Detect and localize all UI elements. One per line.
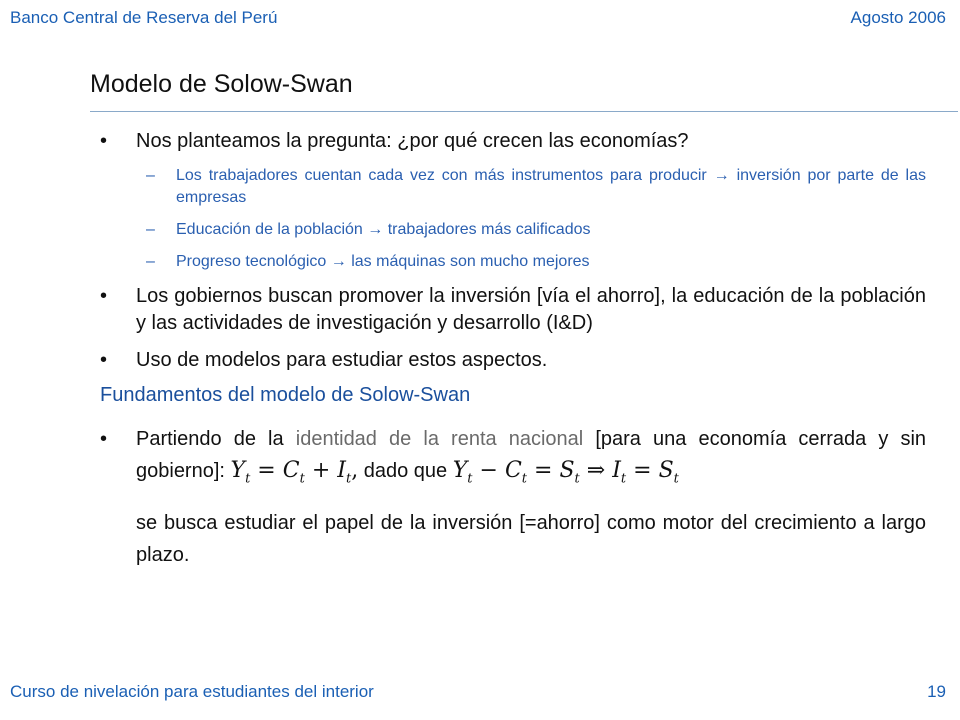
equation-savings-investment: $Y_t - C_t = S_t$ ⇒ $I_t = S_t$: [452, 458, 679, 487]
footer-course: Curso de nivelación para estudiantes del interior: [10, 682, 374, 701]
sub-text: Educación de la población: [176, 221, 363, 238]
arrow-right-icon: →: [330, 253, 347, 270]
bullet-text: Uso de modelos para estudiar estos aspectos.: [136, 349, 548, 371]
section-heading: Fundamentos del modelo de Solow-Swan: [100, 384, 471, 406]
sub-bullet-technology: [100, 251, 926, 273]
sub-text: Progreso tecnológico: [176, 253, 327, 270]
equation-income-identity: $Y_t = C_t + I_t$,: [230, 458, 359, 487]
bullet-text: Partiendo de la: [136, 428, 284, 450]
arrow-right-icon: →: [367, 221, 384, 238]
sub-bullet-instruments: [100, 165, 926, 209]
dash-icon: –: [146, 253, 155, 270]
bullet-icon: •: [100, 349, 108, 371]
sub-text: trabajadores más calificados: [387, 221, 591, 238]
title-underline: [90, 111, 958, 112]
continuation-text: se busca estudiar el papel de la inversión [=ahorro] como motor del crecimiento a largo plazo.: [136, 512, 926, 567]
bullet-governments: [100, 283, 926, 337]
arrow-right-icon: →: [713, 167, 730, 184]
header-date: Agosto 2006: [850, 8, 946, 27]
dash-icon: –: [146, 167, 155, 184]
bullet-icon: •: [100, 285, 108, 307]
sub-bullet-education: [100, 219, 926, 241]
sub-text: las máquinas son mucho mejores: [351, 253, 590, 270]
bullet-identity: [100, 423, 926, 495]
header-institution: Banco Central de Reserva del Perú: [10, 8, 278, 27]
slide-title: Modelo de Solow-Swan: [90, 70, 353, 98]
bullet-text: Los gobiernos buscan promover la inversión [vía el ahorro], la educación de la población y las actividades de investigación y desarrollo (I&D): [136, 285, 926, 334]
bullet-icon: •: [100, 130, 108, 152]
bullet-text: Nos planteamos la pregunta: ¿por qué crecen las economías?: [136, 130, 689, 152]
sub-text: inversión por parte de las empresas: [176, 167, 927, 206]
bullet-models: [100, 347, 926, 374]
sub-text: Los trabajadores cuentan cada vez con más instrumentos para producir: [176, 167, 707, 184]
identity-highlight: identidad de la renta nacional: [295, 428, 584, 450]
bullet-icon: •: [100, 428, 108, 450]
dash-icon: –: [146, 221, 155, 238]
dado-que-text: dado que: [363, 460, 448, 482]
slide-content: [100, 128, 926, 571]
page-number: 19: [927, 682, 946, 701]
bullet-question: [100, 128, 926, 155]
bullet-text: [para una economía cerrada y sin gobierno]:: [136, 428, 927, 482]
